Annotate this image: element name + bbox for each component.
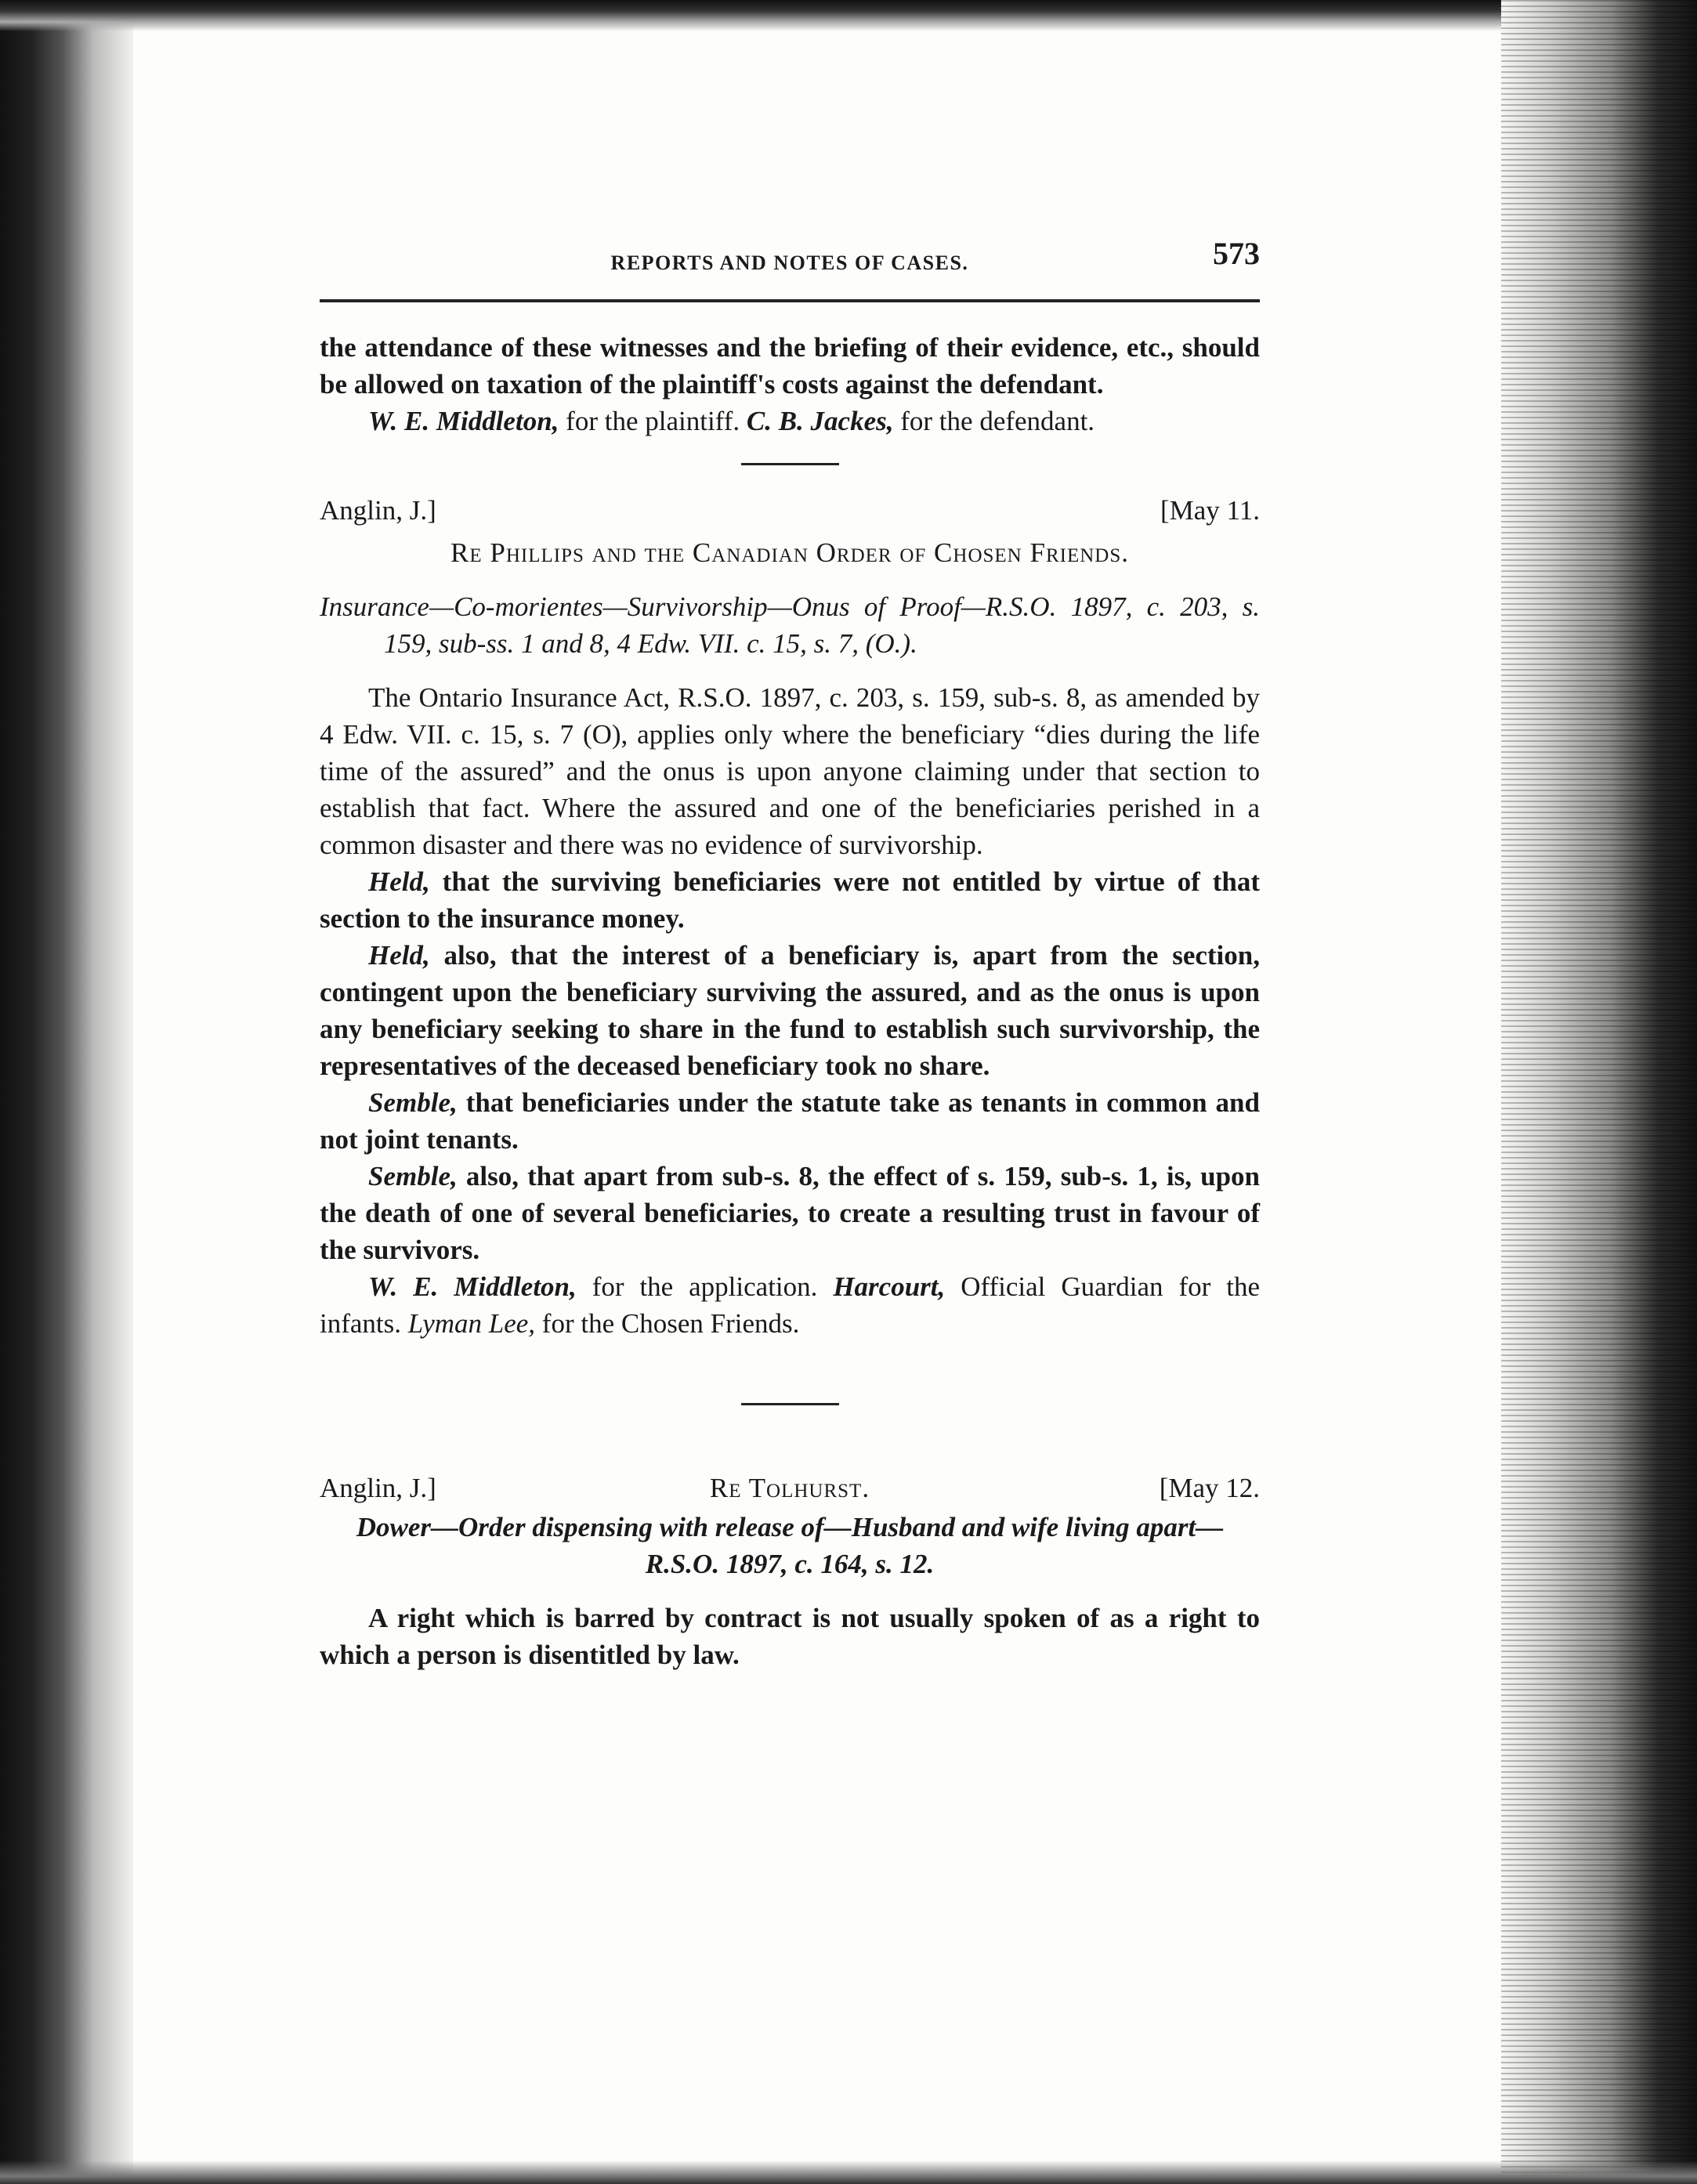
case-1-heading: [320, 492, 1260, 531]
case-date: [May 11.: [1160, 495, 1260, 526]
scan-bottom-edge: [0, 2160, 1697, 2184]
case-catchwords: Insurance—Co-morientes—Survivorship—Onus of Proof—R.S.O. 1897, c. 203, s. 159, sub-ss. 1 and 8, 4 Edw. VII. c. 15, s. 7, (O.).: [320, 591, 1260, 659]
case-2-heading: [320, 1470, 1260, 1509]
semble-text: that beneficiaries under the statute take as tenants in common and not joint tenants.: [320, 1087, 1260, 1155]
case-title: Re Phillips and the Canadian Order of Chosen Friends.: [450, 537, 1129, 568]
holding: [320, 863, 1260, 937]
held-label: Held,: [368, 866, 430, 897]
case-title: Re Tolhurst.: [709, 1473, 870, 1503]
counsel-name: C. B. Jackes,: [746, 406, 894, 436]
running-title: REPORTS AND NOTES OF CASES.: [610, 251, 969, 274]
header-rule: [320, 299, 1260, 302]
counsel-name: W. E. Middleton,: [368, 406, 559, 436]
section-divider: [741, 1403, 839, 1405]
case-judge: Anglin, J.]: [320, 1473, 436, 1503]
case-date: [May 12.: [1159, 1473, 1260, 1503]
semble-label: Semble,: [368, 1161, 458, 1191]
counsel-role: for the Chosen Friends.: [535, 1308, 800, 1339]
spacer: [320, 1432, 1260, 1470]
counsel-role: for the defendant.: [893, 406, 1095, 436]
semble-label: Semble,: [368, 1087, 458, 1118]
counsel-name: Lyman Lee,: [407, 1308, 536, 1339]
running-head: [320, 235, 1260, 274]
section-divider: [741, 463, 839, 465]
holding: [320, 937, 1260, 1084]
spacer: [320, 1342, 1260, 1379]
page-number: 573: [1213, 236, 1260, 271]
headnote-text: The Ontario Insurance Act, R.S.O. 1897, c. 203, s. 159, sub-s. 8, as amended by 4 Edw. VII. c. 15, s. 7 (O), applies only where the beneficiary “dies during the life time of the assured” and the onus is upon anyone claiming under that section to establish that fact. Where the assured and one of the beneficiaries perished in a common disaster and there was no evidence of survivorship.: [320, 682, 1260, 860]
counsel-role: Official Guardian for the infants.: [320, 1271, 1260, 1339]
scan-top-edge: [0, 0, 1697, 31]
case-catchwords: Dower—Order dispensing with release of—Husband and wife living apart—R.S.O. 1897, c. 164, s. 12.: [356, 1512, 1224, 1579]
counsel-name: Harcourt,: [833, 1271, 946, 1302]
case-counsel: [320, 1268, 1260, 1342]
headnote: [320, 679, 1260, 863]
semble: [320, 1084, 1260, 1158]
continuation-paragraph: the attendance of these witnesses and the briefing of their evidence, etc., should be allowed on taxation of the plaintiff's costs against the defendant.: [320, 332, 1260, 400]
held-text: also, that the interest of a beneficiary is, apart from the section, contingent upon the beneficiary surviving the assured, and as the onus is upon any beneficiary seeking to share in the fund to establish such survivorship, the representatives of the deceased beneficiary took no share.: [320, 940, 1260, 1081]
headnote: A right which is barred by contract is not usually spoken of as a right to which a person is disentitled by law.: [320, 1603, 1260, 1670]
counsel-role: for the plaintiff.: [559, 406, 747, 436]
held-text: that the surviving beneficiaries were not entitled by virtue of that section to the insurance money.: [320, 866, 1260, 934]
scan-right-edge: [1501, 0, 1697, 2184]
counsel-role: for the application.: [576, 1271, 834, 1302]
counsel-name: W. E. Middleton,: [368, 1271, 577, 1302]
held-label: Held,: [368, 940, 430, 971]
continuation-counsel: [320, 403, 1260, 439]
case-judge: Anglin, J.]: [320, 495, 436, 526]
body-text: [320, 329, 1260, 1673]
semble: [320, 1158, 1260, 1268]
scan-left-edge: [0, 0, 133, 2184]
semble-text: also, that apart from sub-s. 8, the effect of s. 159, sub-s. 1, is, upon the death of one of several beneficiaries, to create a resulting trust in favour of the survivors.: [320, 1161, 1260, 1265]
